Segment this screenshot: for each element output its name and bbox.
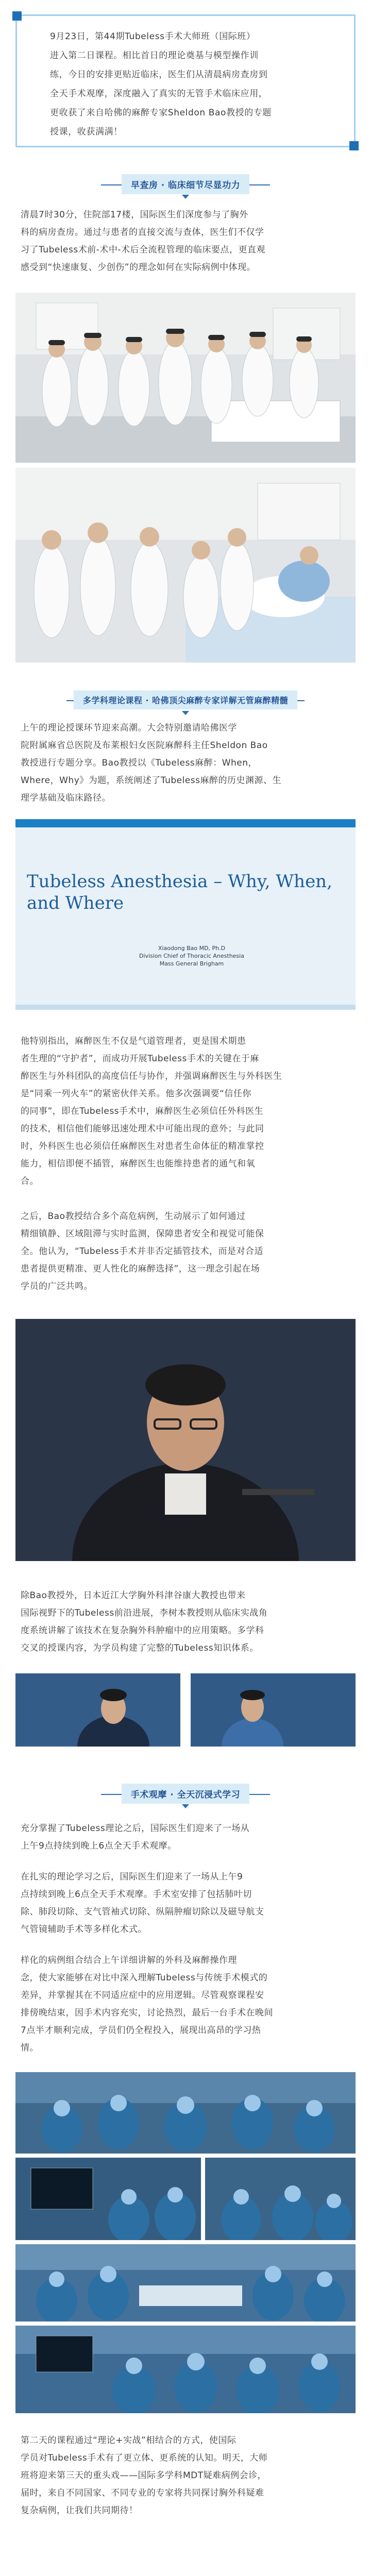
intro-line: 更收获了来自哈佛的麻醉专家Sheldon Bao教授的专题 bbox=[50, 108, 272, 118]
speaker-photo-right bbox=[191, 1673, 356, 1747]
surgery-team-photo bbox=[205, 2158, 356, 2240]
bao-viewpoint-paragraph: 他特别指出，麻醉医生不仅是气道管理者，更是围术期患 者生理的“守护者”，而成功开展Tubeless手术的关键在于麻 醉医生与外科团队的高度信任与协作，并强调麻醉医生与外科医生 是“同乘一列火车”的紧密伙伴关系。他多次强调要“信任你 的同事”，即在Tubeless手术中，麻醉医生必须信任外科医生 的技术，相信他们能够迅速处理术中可能出现的意外；与此同 时，外科医生也必须信任麻醉医生对患者生命体征的精准掌控 能力，相信即便不插管，麻醉医生也能维持患者的通气和氧 合。 bbox=[21, 1036, 282, 1187]
arrow-down-icon bbox=[182, 195, 189, 199]
lecture-paragraph-rest: 院附属麻省总医院及布莱根妇女医院麻醉科主任Sheldon Bao 教授进行专题分享。Bao教授以《Tubeless麻醉：When， Where，Why》为题，系统阐述了Tubeless麻醉的历史渊源、生 理学基础及临床路径。 bbox=[21, 740, 281, 803]
section-heading: 手术观摩 · 全天沉浸式学习 bbox=[122, 1784, 249, 1804]
bao-cases-paragraph: 之后，Bao教授结合多个高危病例，生动展示了如何通过 精细镇静、区域阻滞与实时监测，保障患者安全和视觉可能保 全。他认为，“Tubeless手术并非否定插管技术，而是对合适 患者提供更精准、更人性化的麻醉选择”，这一理念引起在场 学员的广泛共鸣。 bbox=[21, 1211, 264, 1292]
corner-decoration bbox=[349, 141, 359, 150]
intro-line: 全天手术观摩，深度融入了真实的无管手术临床应用， bbox=[50, 89, 268, 99]
surgery-schedule-paragraph: 在扎实的理论学习之后，国际医生们迎来了一场从上午9 点持续到晚上6点全天手术观摩。手术室安排了包括肺叶切 除、肺段切除、支气管袖式切除、纵隔肿瘤切除以及磁导航支 气管镜辅助手术等多样化术式。 bbox=[21, 1872, 264, 1935]
other-speakers-paragraph: 除Bao教授外，日本近江大学胸外科津谷康大教授也带来 国际视野下的Tubeless前沿进展，李树本教授则从临床实战角 度系统讲解了该技术在复杂胸外科肿瘤中的应用策略。多学科 交叉的授课内容，为学员构建了完整的Tubeless知识体系。 bbox=[21, 1590, 268, 1653]
section-heading: 多学科理论课程 · 哈佛顶尖麻醉专家详解无管麻醉精髓 bbox=[74, 690, 297, 709]
conclusion-paragraph: 第二天的课程通过“理论+实战”相结合的方式，使国际 学员对Tubeless手术有了更立体、更系统的认知。明天，大师 班将迎来第三天的重头戏——国际多学科MDT疑难病例会诊， 届时，来自不同国家、不同专业的专家将共同探讨胸外科疑难 复杂病例，让我们共同期待！ bbox=[21, 2435, 268, 2516]
intro-line: 9月23日，第44期Tubeless手术大师班（国际班） bbox=[50, 31, 256, 42]
arrow-down-icon bbox=[182, 1804, 189, 1808]
surgery-intro-paragraph: 充分掌握了Tubeless理论之后，国际医生们迎来了一场从 上午9点持续到晚上6点全天手术观摩。 bbox=[21, 1823, 250, 1851]
intro-box bbox=[15, 14, 356, 147]
lecture-paragraph: 上午的理论授课环节迎来高潮。大会特别邀请哈佛医学 bbox=[21, 723, 237, 733]
ward-rounds-photo bbox=[15, 293, 356, 463]
slide-speaker-info: Xiaodong Bao MD, Ph.D Division Chief of Thoracic Anesthesia Mass General Brigham bbox=[139, 945, 244, 967]
speaker-photo bbox=[15, 1319, 356, 1561]
intro-line: 授课，收获满满！ bbox=[50, 127, 123, 137]
intro-text bbox=[50, 27, 330, 142]
section-title-surgery bbox=[0, 1784, 371, 1804]
intro-line: 进入第二日课程。相比首日的理论奠基与模型操作训 bbox=[50, 50, 259, 61]
arrow-down-icon bbox=[182, 711, 189, 715]
operating-room-photo bbox=[15, 2072, 356, 2154]
speaker-photo-left bbox=[15, 1673, 180, 1747]
rounds-paragraph: 清晨7时30分，住院部17楼，国际医生们深度参与了胸外 科的病房查房。通过与患者的直接交流与查体，医生们不仅学 习了Tubeless术前-术中-术后全流程管理的临床要点，更直观 感受到“快速康复、少创伤”的理念如何在实际病例中体现。 bbox=[21, 210, 265, 273]
slide-title: Tubeless Anesthesia – Why, When, and Where bbox=[27, 871, 332, 913]
patient-consult-photo bbox=[15, 468, 356, 663]
surgery-monitor-photo bbox=[15, 2158, 201, 2240]
surgery-discussion-photo bbox=[15, 2326, 356, 2413]
section-title-rounds bbox=[0, 174, 371, 194]
surgery-detail-paragraph: 样化的病例组合结合上午详细讲解的外科及麻醉操作理 念，使大家能够在对比中深入理解Tubeless与传统手术模式的 差异，并掌握其在不同适应症中的应用逻辑。尽管观察课程安 排傍晚结束，因手术内容充实，讨论热烈，最后一台手术在晚间 7点半才顺利完成，学员们仍全程投入，展现出高昂的学习热 情。 bbox=[21, 1955, 273, 2053]
surgery-observation-photo bbox=[15, 2244, 356, 2321]
section-title-lecture bbox=[0, 690, 371, 709]
intro-line: 练，今日的安排更贴近临床，医生们从清晨病房查房到 bbox=[50, 70, 268, 80]
lecture-slide bbox=[15, 819, 356, 1010]
section-heading: 早查房 · 临床细节尽显功力 bbox=[122, 174, 249, 194]
corner-decoration bbox=[12, 11, 22, 21]
